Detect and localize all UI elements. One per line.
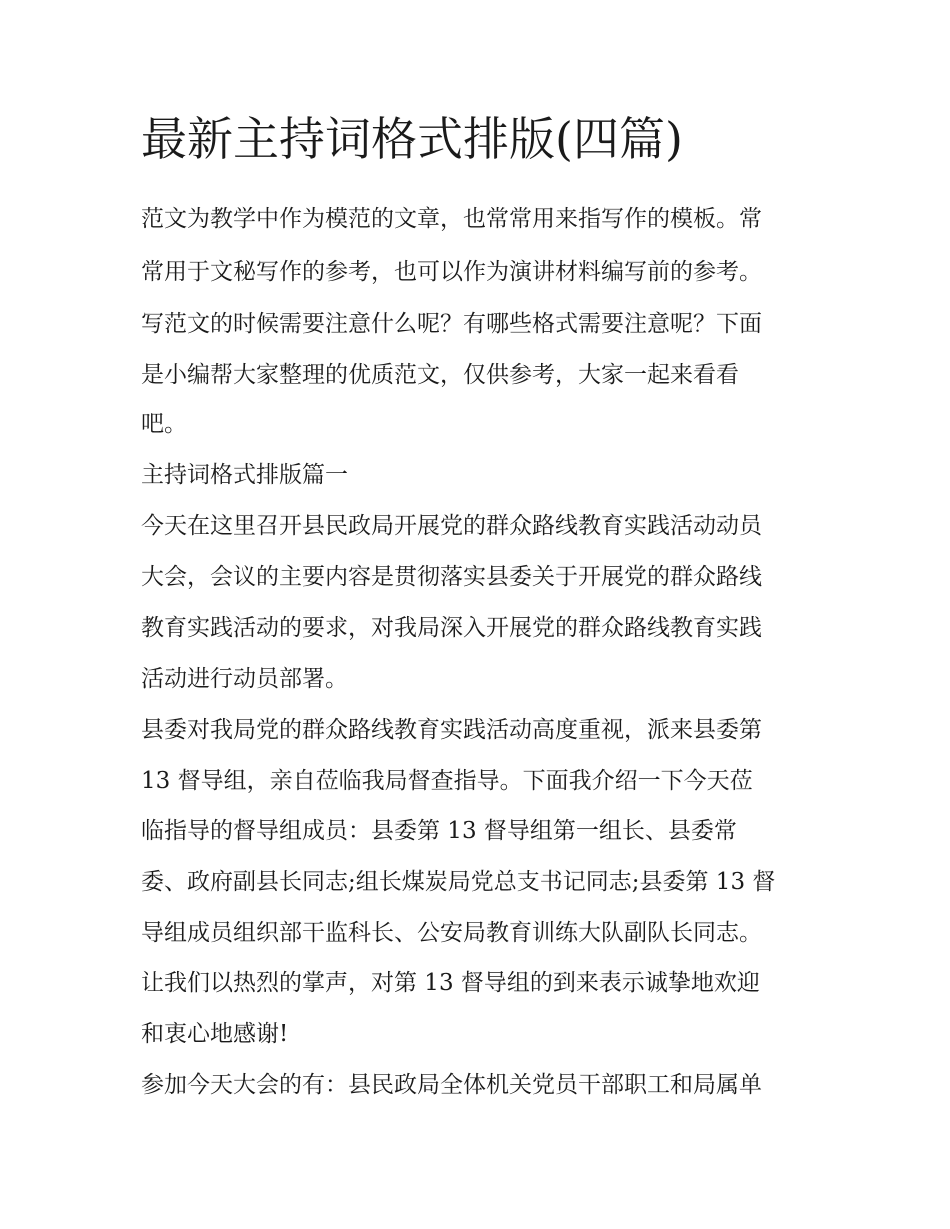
text-line: 和衷心地感谢! [141, 1021, 289, 1047]
document-title: 最新主持词格式排版(四篇) [141, 112, 683, 166]
text-line: 临指导的督导组成员：县委第 13 督导组第一组长、县委常 [141, 818, 737, 844]
text-line: 让我们以热烈的掌声，对第 13 督导组的到来表示诚挚地欢迎 [141, 970, 760, 996]
text-line: 导组成员组织部干监科长、公安局教育训练大队副队长同志。 [141, 920, 762, 946]
text-line: 范文为教学中作为模范的文章，也常常用来指写作的模板。常 [141, 206, 762, 232]
text-line: 活动进行动员部署。 [141, 666, 348, 692]
text-line: 今天在这里召开县民政局开展党的群众路线教育实践活动动员 [141, 513, 762, 539]
text-line: 县委对我局党的群众路线教育实践活动高度重视，派来县委第 [141, 717, 762, 743]
section-heading: 主持词格式排版篇一 [141, 462, 348, 488]
text-line: 常用于文秘写作的参考，也可以作为演讲材料编写前的参考。 [141, 259, 762, 285]
text-line: 是小编帮大家整理的优质范文，仅供参考，大家一起来看看 [141, 362, 739, 388]
text-line: 写范文的时候需要注意什么呢？有哪些格式需要注意呢？下面 [141, 311, 762, 337]
text-line: 参加今天大会的有：县民政局全体机关党员干部职工和局属单 [141, 1072, 762, 1098]
text-line: 教育实践活动的要求，对我局深入开展党的群众路线教育实践 [141, 615, 762, 641]
text-line: 大会，会议的主要内容是贯彻落实县委关于开展党的群众路线 [141, 564, 762, 590]
text-line: 13 督导组，亲自莅临我局督查指导。下面我介绍一下今天莅 [141, 768, 753, 794]
text-line: 吧。 [141, 411, 187, 437]
text-line: 委、政府副县长同志;组长煤炭局党总支书记同志;县委第 13 督 [141, 869, 776, 895]
